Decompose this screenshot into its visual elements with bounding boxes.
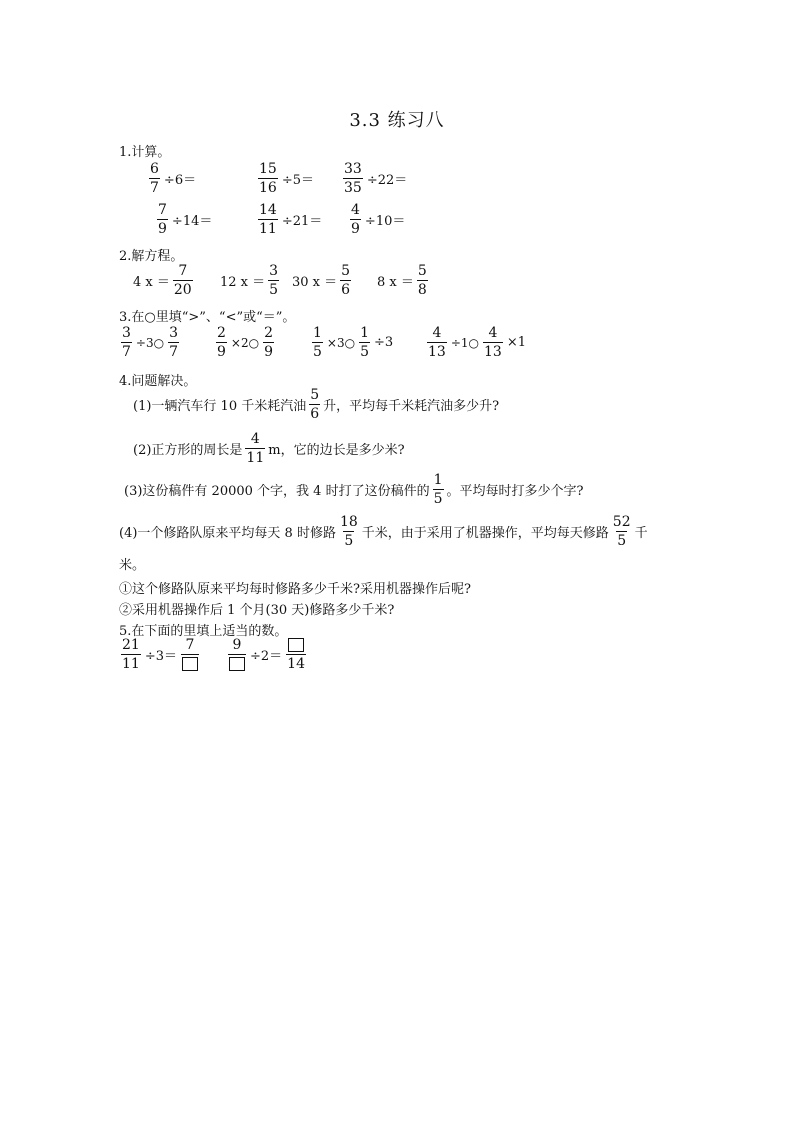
fraction: 9 (228, 638, 246, 671)
calc-item-2 (255, 162, 315, 195)
compare-operator: ×3○ (326, 335, 356, 350)
fraction: $\frac{15}{16}$ (259, 161, 277, 196)
problem-text: (2)正方形的周长是 (133, 443, 243, 458)
equation-lhs: 30 x ＝ (292, 275, 338, 290)
fraction: $\frac{18}{5}$ (339, 514, 358, 549)
fraction: $\frac{5}{6}$ (341, 263, 351, 298)
fraction: $\frac{1}{5}$ (433, 472, 443, 507)
fraction: $\frac{1}{5}$ (360, 325, 370, 360)
compare-operator: ÷3○ (135, 335, 165, 350)
fraction: $\frac{7}{20}$ (173, 263, 192, 298)
fraction: $\frac{1}{5}$ (313, 325, 322, 360)
problem-text: 。平均每时打多少个字? (446, 484, 584, 499)
fraction: $\frac{5}{6}$ (310, 387, 320, 422)
equation-2 (220, 264, 282, 297)
blank-box (288, 638, 304, 652)
fraction: $\frac{4}{11}$ (246, 431, 265, 466)
equation-3 (292, 264, 354, 297)
fraction: $\frac{6}{7}$ (150, 161, 159, 196)
section-5-heading: 5.在下面的里填上适当的数。 (119, 624, 288, 639)
fraction: $\frac{4}{13}$ (428, 325, 446, 360)
calc-item-1 (146, 162, 197, 195)
problem-1 (133, 388, 499, 421)
fraction: $\frac{3}{5}$ (269, 263, 279, 298)
operation-tail: ×1 (506, 335, 526, 350)
operation: ÷3＝ (144, 649, 177, 664)
fill-item-2 (225, 638, 309, 671)
fraction: $\frac{3}{7}$ (122, 325, 131, 360)
calc-item-3 (340, 162, 408, 195)
problem-4-sub-2: ②采用机器操作后 1 个月(30 天)修路多少千米? (119, 603, 395, 618)
fraction: $\frac{2}{9}$ (217, 325, 226, 360)
fill-item-1 (118, 638, 202, 671)
equation-4 (377, 264, 431, 297)
operation: ÷22＝ (366, 173, 408, 188)
problem-4 (119, 515, 648, 548)
section-4-heading: 4.问题解决。 (119, 374, 197, 389)
fraction: 7 (181, 638, 199, 671)
operation: ÷14＝ (171, 214, 213, 229)
fraction: $\frac{52}{5}$ (612, 514, 631, 549)
operation: ÷2＝ (250, 649, 283, 664)
compare-operator: ÷1○ (450, 335, 479, 350)
equation-1 (133, 264, 196, 297)
blank-box (229, 657, 245, 671)
problem-text: (1)一辆汽车行 10 千米耗汽油 (133, 399, 307, 414)
blank-box (182, 657, 198, 671)
problem-text: m，它的边长是多少米? (268, 443, 405, 458)
fraction: 14 (286, 638, 306, 671)
problem-2 (133, 432, 405, 465)
equation-lhs: 12 x ＝ (220, 275, 266, 290)
fraction: $\frac{21}{11}$ (122, 637, 140, 672)
problem-text: 千 (634, 526, 648, 541)
operation: ÷21＝ (281, 214, 323, 229)
compare-operator: ×2○ (230, 335, 260, 350)
calc-item-4 (154, 203, 213, 236)
compare-item-4 (424, 326, 527, 359)
section-1-heading: 1.计算。 (119, 145, 171, 160)
problem-4-sub-1: ①这个修路队原来平均每时修路多少千米?采用机器操作后呢? (119, 582, 471, 597)
problem-text: 千米，由于采用了机器操作，平均每天修路 (361, 526, 609, 541)
fraction: $\frac{2}{9}$ (264, 325, 274, 360)
operation: ÷6＝ (163, 173, 197, 188)
fraction: $\frac{5}{8}$ (417, 263, 427, 298)
fraction: $\frac{4}{9}$ (351, 202, 360, 237)
problem-text: (3)这份稿件有 20000 个字，我 4 时打了这份稿件的 (124, 484, 430, 499)
equation-lhs: 4 x ＝ (133, 275, 170, 290)
problem-3 (124, 473, 583, 506)
calc-item-5 (255, 203, 323, 236)
fraction: $\frac{7}{9}$ (158, 202, 167, 237)
problem-text: 升，平均每千米耗汽油多少升? (323, 399, 500, 414)
fraction: $\frac{4}{13}$ (484, 325, 502, 360)
fraction: $\frac{33}{35}$ (344, 161, 362, 196)
compare-item-3 (309, 326, 394, 359)
page-title: 3.3 练习八 (349, 110, 445, 131)
compare-item-2 (213, 326, 279, 359)
operation: ÷10＝ (364, 214, 406, 229)
calc-item-6 (347, 203, 406, 236)
fraction: $\frac{3}{7}$ (169, 325, 179, 360)
equation-lhs: 8 x ＝ (377, 275, 414, 290)
problem-text: (4)一个修路队原来平均每天 8 时修路 (119, 526, 336, 541)
operation-tail: ÷3 (374, 335, 394, 350)
section-3-heading: 3.在○里填“>”、“<”或“＝”。 (119, 310, 296, 325)
operation: ÷5＝ (281, 173, 314, 188)
problem-4-continued: 米。 (119, 558, 146, 573)
fraction: $\frac{14}{11}$ (259, 202, 277, 237)
section-2-heading: 2.解方程。 (119, 249, 184, 264)
compare-item-1 (118, 326, 184, 359)
